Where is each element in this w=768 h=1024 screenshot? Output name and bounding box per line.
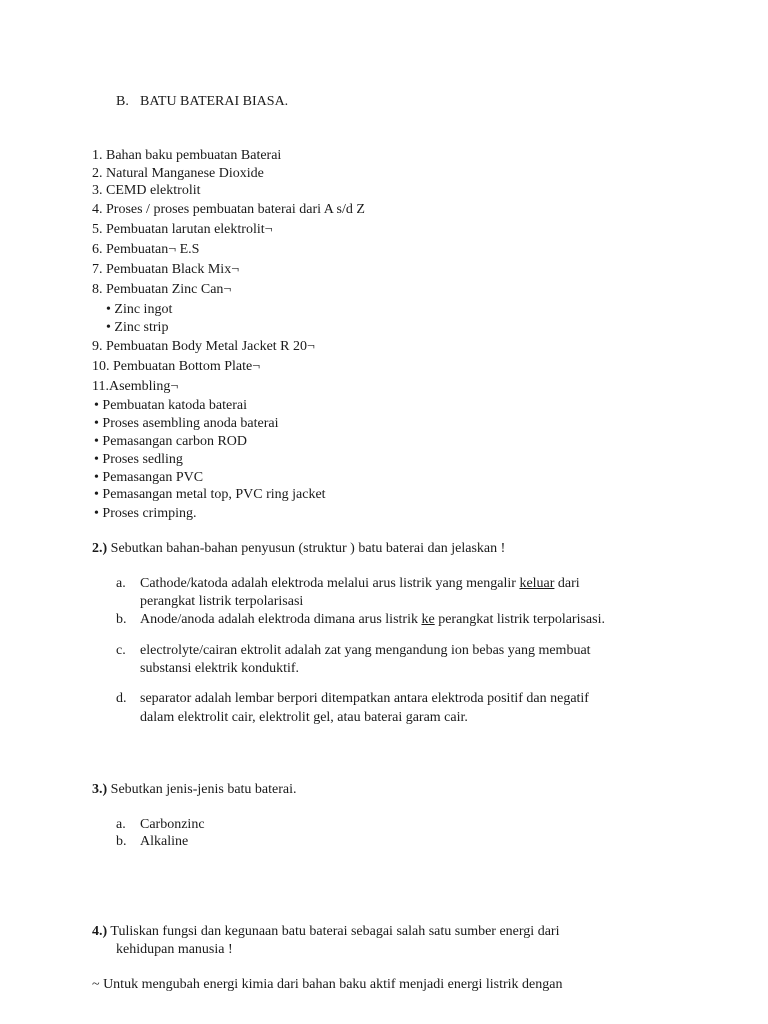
answer-line: dalam elektrolit cair, elektrolit gel, atau baterai garam cair. xyxy=(140,710,468,725)
answer-line: Carbonzinc xyxy=(140,817,205,832)
section-heading xyxy=(116,93,289,111)
heading-marker: B. xyxy=(116,94,129,109)
answer-label: b. xyxy=(116,612,127,627)
question-number: 3.) xyxy=(92,782,108,797)
answer-text: Anode/anoda adalah elektroda dimana arus listrik xyxy=(140,612,422,627)
list-item: 1. Bahan baku pembuatan Baterai xyxy=(92,148,282,163)
list-item: 4. Proses / proses pembuatan baterai dari A s/d Z xyxy=(92,202,365,217)
answer-line: substansi elektrik konduktif. xyxy=(140,661,300,676)
answer-label: a. xyxy=(116,817,126,832)
answer-line: separator adalah lembar berpori ditempatkan antara elektroda positif dan negatif xyxy=(140,691,589,706)
answer-line xyxy=(140,611,605,629)
answer-label: c. xyxy=(116,643,126,658)
list-item: • Proses crimping. xyxy=(94,506,197,521)
question-3 xyxy=(92,781,297,799)
answer-label: d. xyxy=(116,691,127,706)
list-item: • Proses asembling anoda baterai xyxy=(94,416,279,431)
answer-label: a. xyxy=(116,576,126,591)
list-item: • Proses sedling xyxy=(94,452,183,467)
answer-text: dari xyxy=(554,576,580,591)
list-item: • Zinc strip xyxy=(106,320,169,335)
question-text: Sebutkan jenis-jenis batu baterai. xyxy=(107,782,297,797)
list-item: • Pemasangan PVC xyxy=(94,470,204,485)
answer-line: ~ Untuk mengubah energi kimia dari bahan baku aktif menjadi energi listrik dengan xyxy=(92,977,563,992)
list-item: 6. Pembuatan¬ E.S xyxy=(92,242,200,257)
list-item: • Pemasangan carbon ROD xyxy=(94,434,248,449)
question-text: Tuliskan fungsi dan kegunaan batu baterai sebagai salah satu sumber energi dari xyxy=(107,924,560,939)
question-number: 4.) xyxy=(92,924,108,939)
list-item: • Zinc ingot xyxy=(106,302,173,317)
question-text-continued: kehidupan manusia ! xyxy=(116,942,233,957)
answer-line: Alkaline xyxy=(140,834,189,849)
answer-text: Cathode/katoda adalah elektroda melalui arus listrik yang mengalir xyxy=(140,576,520,591)
answer-label: b. xyxy=(116,834,127,849)
list-item: 3. CEMD elektrolit xyxy=(92,183,201,198)
answer-line xyxy=(140,575,580,593)
list-item: 11.Asembling¬ xyxy=(92,379,179,394)
list-item: 5. Pembuatan larutan elektrolit¬ xyxy=(92,222,273,237)
answer-text: perangkat listrik terpolarisasi. xyxy=(434,612,605,627)
question-number: 2.) xyxy=(92,541,108,556)
list-item: 2. Natural Manganese Dioxide xyxy=(92,166,264,181)
list-item: 7. Pembuatan Black Mix¬ xyxy=(92,262,240,277)
question-text: Sebutkan bahan-bahan penyusun (struktur ) batu baterai dan jelaskan ! xyxy=(107,541,506,556)
list-item: • Pemasangan metal top, PVC ring jacket xyxy=(94,487,326,502)
heading-text: BATU BATERAI BIASA. xyxy=(140,94,289,109)
question-2 xyxy=(92,540,505,558)
underlined-word: ke xyxy=(421,612,435,627)
list-item: • Pembuatan katoda baterai xyxy=(94,398,248,413)
list-item: 10. Pembuatan Bottom Plate¬ xyxy=(92,359,261,374)
answer-line: electrolyte/cairan ektrolit adalah zat yang mengandung ion bebas yang membuat xyxy=(140,643,591,658)
list-item: 9. Pembuatan Body Metal Jacket R 20¬ xyxy=(92,339,315,354)
question-4 xyxy=(92,923,559,941)
underlined-word: keluar xyxy=(519,576,555,591)
list-item: 8. Pembuatan Zinc Can¬ xyxy=(92,282,232,297)
answer-line: perangkat listrik terpolarisasi xyxy=(140,594,304,609)
